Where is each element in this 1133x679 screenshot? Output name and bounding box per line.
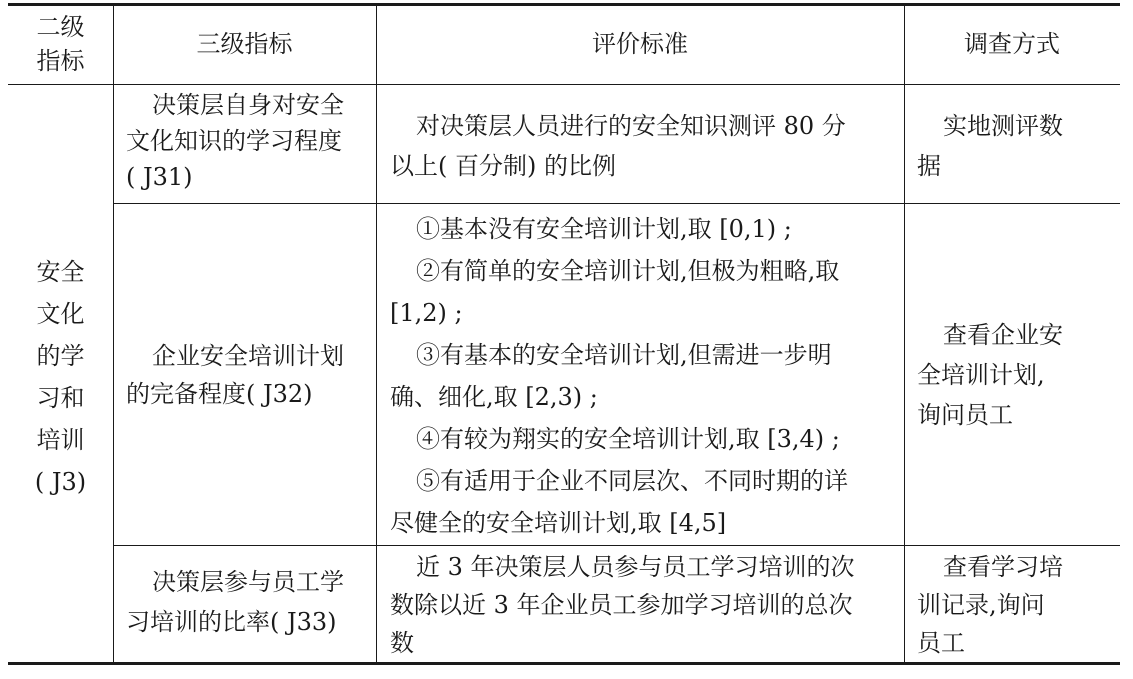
table-bottom-rule [8,662,1120,665]
criteria-line: ⑤有适用于企业不同层次、不同时期的详 [416,467,848,495]
table-top-rule [8,3,1120,6]
header-method: 调查方式 [964,30,1060,58]
group-label-line: 习和 [36,384,85,412]
header-criteria: 评价标准 [592,30,688,58]
column-divider [904,3,905,665]
method-line: 全培训计划, [917,361,1045,389]
row2-indicator [126,337,374,413]
indicator-line: 企业安全培训计划 [152,342,344,370]
group-label-line: ( J3) [34,468,87,496]
indicator-line: 决策层自身对安全 [152,91,344,119]
criteria-line: ③有基本的安全培训计划,但需进一步明 [416,341,832,369]
row3-indicator [126,562,374,642]
method-line: 员工 [917,629,965,657]
criteria-line: 对决策层人员进行的安全知识测评 80 分 [416,112,846,140]
header-level2-line: 二级 [36,13,85,41]
criteria-line: ①基本没有安全培训计划,取 [0,1) ; [416,215,792,243]
group-label-line: 培训 [36,426,85,454]
row1-criteria [390,106,900,186]
method-line: 据 [917,152,941,180]
method-line: 查看企业安 [943,321,1063,349]
row3-criteria [390,548,902,662]
criteria-line: [1,2) ; [390,299,463,327]
column-divider [376,3,377,665]
criteria-line: 以上( 百分制) 的比例 [390,152,616,180]
criteria-line: 近 3 年决策层人员参与员工学习培训的次 [416,553,855,581]
method-line: 查看学习培 [943,553,1063,581]
row2-method [917,315,1117,435]
criteria-line: 数除以近 3 年企业员工参加学习培训的总次 [390,591,853,619]
header-level3: 三级指标 [196,30,293,58]
indicator-line: 文化知识的学习程度 [126,127,342,155]
method-line: 实地测评数 [943,112,1063,140]
group-label-line: 的学 [36,342,85,370]
indicator-line: 的完备程度( J32) [126,380,313,408]
row3-method [917,548,1117,662]
row-divider [113,545,1120,546]
indicator-line: ( J31) [126,163,193,191]
row2-criteria [390,208,902,544]
criteria-line: ④有较为翔实的安全培训计划,取 [3,4) ; [416,425,840,453]
row1-method [917,106,1117,186]
indicator-line: 决策层参与员工学 [152,568,344,596]
row-divider [113,203,1120,204]
criteria-line: 确、细化,取 [2,3) ; [390,383,598,411]
criteria-line: 尽健全的安全培训计划,取 [4,5] [390,509,727,537]
group-label [8,251,113,503]
column-divider [113,3,114,665]
group-label-line: 文化 [36,300,85,328]
criteria-line: ②有简单的安全培训计划,但极为粗略,取 [416,257,840,285]
header-level2-line: 指标 [36,47,85,75]
row1-indicator [126,87,374,195]
method-line: 询问员工 [917,401,1013,429]
header-level2 [8,10,113,78]
criteria-line: 数 [390,629,414,657]
indicator-line: 习培训的比率( J33) [126,608,337,636]
header-bottom-rule [8,84,1120,85]
method-line: 训记录,询问 [917,591,1045,619]
group-label-line: 安全 [36,258,85,286]
